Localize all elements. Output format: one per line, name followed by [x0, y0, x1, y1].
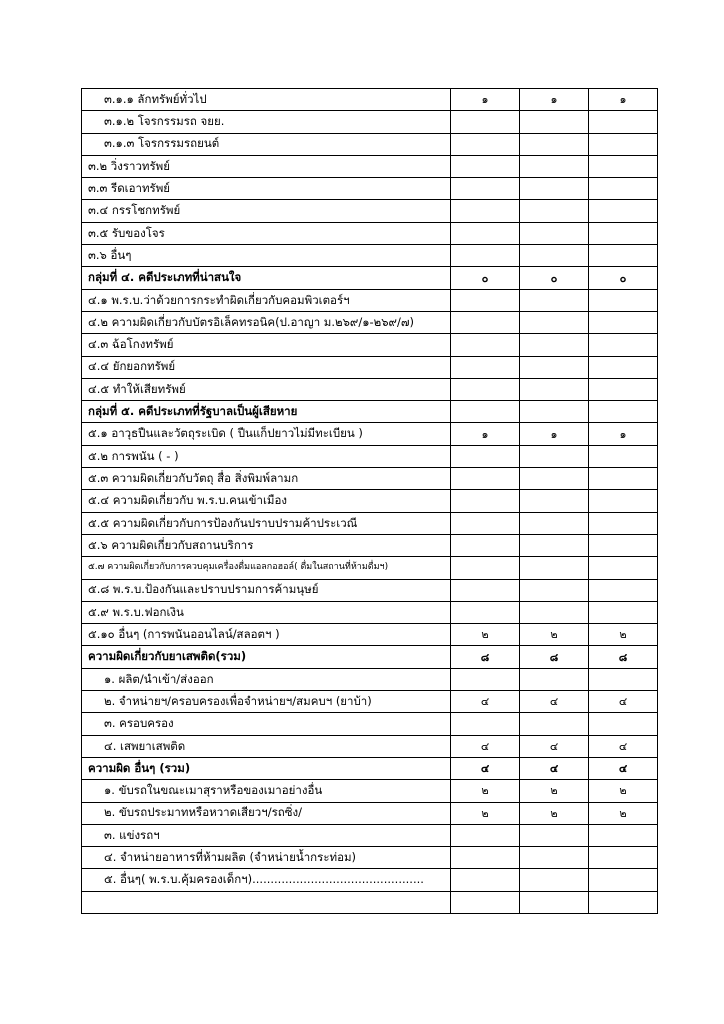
count-cell-3: ๐ [589, 267, 658, 289]
count-cell-3 [589, 891, 658, 913]
table-row [82, 579, 658, 601]
count-cell-2 [520, 468, 589, 490]
row-label [82, 891, 451, 913]
count-cell-2 [520, 557, 589, 579]
count-cell-2: ๑ [520, 89, 589, 111]
count-cell-3 [589, 490, 658, 512]
row-label: ๔.๒ ความผิดเกี่ยวกับบัตรอิเล็คทรอนิค(ป.อาญา ม.๒๖๙/๑-๒๖๙/๗) [82, 311, 451, 333]
count-cell-2 [520, 601, 589, 623]
count-cell-2: ๑ [520, 423, 589, 445]
row-label: ๔.๔ ยักยอกทรัพย์ [82, 356, 451, 378]
row-label: ๓.๑.๑ ลักทรัพย์ทั่วไป [82, 89, 451, 111]
row-label: ๓.๑.๒ โจรกรรมรถ จยย. [82, 111, 451, 133]
count-cell-3 [589, 601, 658, 623]
count-cell-3 [589, 200, 658, 222]
table-row [82, 490, 658, 512]
count-cell-2 [520, 200, 589, 222]
row-label: ๕.๖ ความผิดเกี่ยวกับสถานบริการ [82, 534, 451, 556]
table-row [82, 334, 658, 356]
count-cell-3 [589, 713, 658, 735]
count-cell-3 [589, 579, 658, 601]
count-cell-1 [451, 356, 520, 378]
count-cell-3: ๘ [589, 646, 658, 668]
count-cell-1 [451, 133, 520, 155]
count-cell-2 [520, 512, 589, 534]
count-cell-1 [451, 178, 520, 200]
table-row [82, 534, 658, 556]
count-cell-2 [520, 534, 589, 556]
row-label: ๔. จำหน่ายอาหารที่ห้ามผลิต (จำหน่ายน้ำกระท่อม) [82, 847, 451, 869]
row-label: ๕.๘ พ.ร.บ.ป้องกันและปราบปรามการค้ามนุษย์ [82, 579, 451, 601]
count-cell-1: ๐ [451, 267, 520, 289]
count-cell-2 [520, 289, 589, 311]
group-header-row [82, 757, 658, 779]
table-row [82, 200, 658, 222]
count-cell-2: ๘ [520, 646, 589, 668]
row-label: ๔.๕ ทำให้เสียทรัพย์ [82, 378, 451, 400]
count-cell-1: ๒ [451, 780, 520, 802]
table-row [82, 847, 658, 869]
count-cell-2 [520, 869, 589, 891]
count-cell-3 [589, 356, 658, 378]
count-cell-1 [451, 490, 520, 512]
count-cell-2 [520, 579, 589, 601]
count-cell-1 [451, 668, 520, 690]
count-cell-3 [589, 824, 658, 846]
table-row [82, 245, 658, 267]
count-cell-3: ๑ [589, 89, 658, 111]
count-cell-2 [520, 847, 589, 869]
row-label: ๕.๕ ความผิดเกี่ยวกับการป้องกันปราบปรามค้าประเวณี [82, 512, 451, 534]
row-label: ๕.๗ ความผิดเกี่ยวกับการควบคุมเครื่องดื่มแอลกอฮอล์( ดื่มในสถานที่ห้ามดื่มฯ) [82, 557, 451, 579]
count-cell-3 [589, 245, 658, 267]
row-label: ๒. ขับรถประมาทหรือหวาดเสียวฯ/รถซิ่ง/ [82, 802, 451, 824]
table-row [82, 111, 658, 133]
count-cell-1 [451, 111, 520, 133]
count-cell-3 [589, 534, 658, 556]
count-cell-1 [451, 824, 520, 846]
count-cell-2 [520, 111, 589, 133]
count-cell-2 [520, 155, 589, 177]
count-cell-1 [451, 601, 520, 623]
count-cell-1: ๒ [451, 624, 520, 646]
table-row [82, 178, 658, 200]
count-cell-3 [589, 289, 658, 311]
row-label: ๔. เสพยาเสพติด [82, 735, 451, 757]
count-cell-1 [451, 200, 520, 222]
table-row [82, 668, 658, 690]
count-cell-1 [451, 401, 520, 423]
row-label: ๕.๙ พ.ร.บ.ฟอกเงิน [82, 601, 451, 623]
count-cell-3: ๒ [589, 624, 658, 646]
row-label: ๓. ครอบครอง [82, 713, 451, 735]
count-cell-3 [589, 468, 658, 490]
table-row [82, 601, 658, 623]
table-row [82, 735, 658, 757]
table-row [82, 557, 658, 579]
table-row [82, 869, 658, 891]
count-cell-2: ๐ [520, 267, 589, 289]
row-label: ความผิดเกี่ยวกับยาเสพติด(รวม) [82, 646, 451, 668]
count-cell-2 [520, 668, 589, 690]
count-cell-3: ๑ [589, 423, 658, 445]
count-cell-3 [589, 668, 658, 690]
count-cell-3 [589, 178, 658, 200]
table-row [82, 713, 658, 735]
count-cell-2 [520, 311, 589, 333]
table-row [82, 691, 658, 713]
row-label: ๒. จำหน่ายฯ/ครอบครองเพื่อจำหน่ายฯ/สมคบฯ (ยาบ้า) [82, 691, 451, 713]
count-cell-2 [520, 713, 589, 735]
row-label: ๔.๑ พ.ร.บ.ว่าด้วยการกระทำผิดเกี่ยวกับคอมพิวเตอร์ฯ [82, 289, 451, 311]
count-cell-1: ๑ [451, 423, 520, 445]
count-cell-3 [589, 445, 658, 467]
row-label: กลุ่มที่ ๔. คดีประเภทที่น่าสนใจ [82, 267, 451, 289]
row-label: กลุ่มที่ ๕. คดีประเภทที่รัฐบาลเป็นผู้เสียหาย [82, 401, 451, 423]
count-cell-3 [589, 512, 658, 534]
count-cell-2 [520, 445, 589, 467]
count-cell-1 [451, 445, 520, 467]
count-cell-1 [451, 468, 520, 490]
count-cell-1 [451, 512, 520, 534]
table-row [82, 780, 658, 802]
count-cell-2 [520, 178, 589, 200]
table-row [82, 155, 658, 177]
crime-statistics-table [81, 88, 658, 914]
count-cell-2 [520, 490, 589, 512]
count-cell-2: ๔ [520, 691, 589, 713]
table-row [82, 222, 658, 244]
table-row [82, 289, 658, 311]
count-cell-1: ๔ [451, 691, 520, 713]
table-row [82, 133, 658, 155]
row-label: ๓.๔ กรรโชกทรัพย์ [82, 200, 451, 222]
count-cell-2 [520, 401, 589, 423]
count-cell-1: ๔ [451, 757, 520, 779]
count-cell-3 [589, 111, 658, 133]
row-label: ๓.๓ รีดเอาทรัพย์ [82, 178, 451, 200]
table-row [82, 378, 658, 400]
row-label: ๕.๑ อาวุธปืนและวัตถุระเบิด ( ปืนแก็ปยาวไม่มีทะเบียน ) [82, 423, 451, 445]
count-cell-3: ๔ [589, 735, 658, 757]
count-cell-2 [520, 378, 589, 400]
count-cell-1: ๒ [451, 802, 520, 824]
count-cell-3 [589, 311, 658, 333]
row-label: ๕. อื่นๆ( พ.ร.บ.คุ้มครองเด็กฯ)............................................... [82, 869, 451, 891]
count-cell-1 [451, 891, 520, 913]
table-row [82, 356, 658, 378]
count-cell-2 [520, 891, 589, 913]
count-cell-3 [589, 401, 658, 423]
count-cell-3: ๔ [589, 691, 658, 713]
row-label: ๕.๓ ความผิดเกี่ยวกับวัตถุ สื่อ สิ่งพิมพ์ลามก [82, 468, 451, 490]
count-cell-2 [520, 356, 589, 378]
row-label: ๓. แข่งรถฯ [82, 824, 451, 846]
count-cell-1 [451, 334, 520, 356]
count-cell-3 [589, 869, 658, 891]
table-row [82, 468, 658, 490]
count-cell-1 [451, 222, 520, 244]
count-cell-1 [451, 713, 520, 735]
count-cell-2 [520, 245, 589, 267]
count-cell-1: ๘ [451, 646, 520, 668]
table-row [82, 423, 658, 445]
row-label: ๕.๑๐ อื่นๆ (การพนันออนไลน์/สลอตฯ ) [82, 624, 451, 646]
count-cell-1 [451, 311, 520, 333]
count-cell-1 [451, 579, 520, 601]
row-label: ๓.๑.๓ โจรกรรมรถยนต์ [82, 133, 451, 155]
count-cell-3 [589, 222, 658, 244]
table-row [82, 624, 658, 646]
count-cell-2 [520, 824, 589, 846]
count-cell-1 [451, 534, 520, 556]
count-cell-1: ๔ [451, 735, 520, 757]
row-label: ๕.๔ ความผิดเกี่ยวกับ พ.ร.บ.คนเข้าเมือง [82, 490, 451, 512]
count-cell-1 [451, 245, 520, 267]
count-cell-2: ๒ [520, 780, 589, 802]
count-cell-1 [451, 847, 520, 869]
row-label: ๓.๖ อื่นๆ [82, 245, 451, 267]
row-label: ๓.๕ รับของโจร [82, 222, 451, 244]
table-row [82, 89, 658, 111]
count-cell-1 [451, 378, 520, 400]
count-cell-3: ๒ [589, 780, 658, 802]
count-cell-3: ๒ [589, 802, 658, 824]
count-cell-2: ๔ [520, 757, 589, 779]
row-label: ความผิด อื่นๆ (รวม) [82, 757, 451, 779]
count-cell-2: ๔ [520, 735, 589, 757]
count-cell-3: ๔ [589, 757, 658, 779]
group-header-row [82, 401, 658, 423]
count-cell-3 [589, 557, 658, 579]
table-body [82, 89, 658, 914]
count-cell-3 [589, 133, 658, 155]
count-cell-2 [520, 133, 589, 155]
count-cell-2 [520, 222, 589, 244]
table-row [82, 891, 658, 913]
row-label: ๓.๒ วิ่งราวทรัพย์ [82, 155, 451, 177]
count-cell-1 [451, 289, 520, 311]
group-header-row [82, 646, 658, 668]
count-cell-2 [520, 334, 589, 356]
count-cell-3 [589, 155, 658, 177]
table-row [82, 445, 658, 467]
row-label: ๔.๓ ฉ้อโกงทรัพย์ [82, 334, 451, 356]
count-cell-3 [589, 378, 658, 400]
count-cell-2: ๒ [520, 624, 589, 646]
group-header-row [82, 267, 658, 289]
row-label: ๕.๒ การพนัน ( - ) [82, 445, 451, 467]
table-row [82, 311, 658, 333]
table-row [82, 512, 658, 534]
count-cell-3 [589, 847, 658, 869]
count-cell-2: ๒ [520, 802, 589, 824]
table-row [82, 824, 658, 846]
count-cell-3 [589, 334, 658, 356]
row-label: ๑. ขับรถในขณะเมาสุราหรือของเมาอย่างอื่น [82, 780, 451, 802]
table-row [82, 802, 658, 824]
row-label: ๑. ผลิต/นำเข้า/ส่งออก [82, 668, 451, 690]
count-cell-1 [451, 155, 520, 177]
count-cell-1 [451, 557, 520, 579]
count-cell-1 [451, 869, 520, 891]
count-cell-1: ๑ [451, 89, 520, 111]
